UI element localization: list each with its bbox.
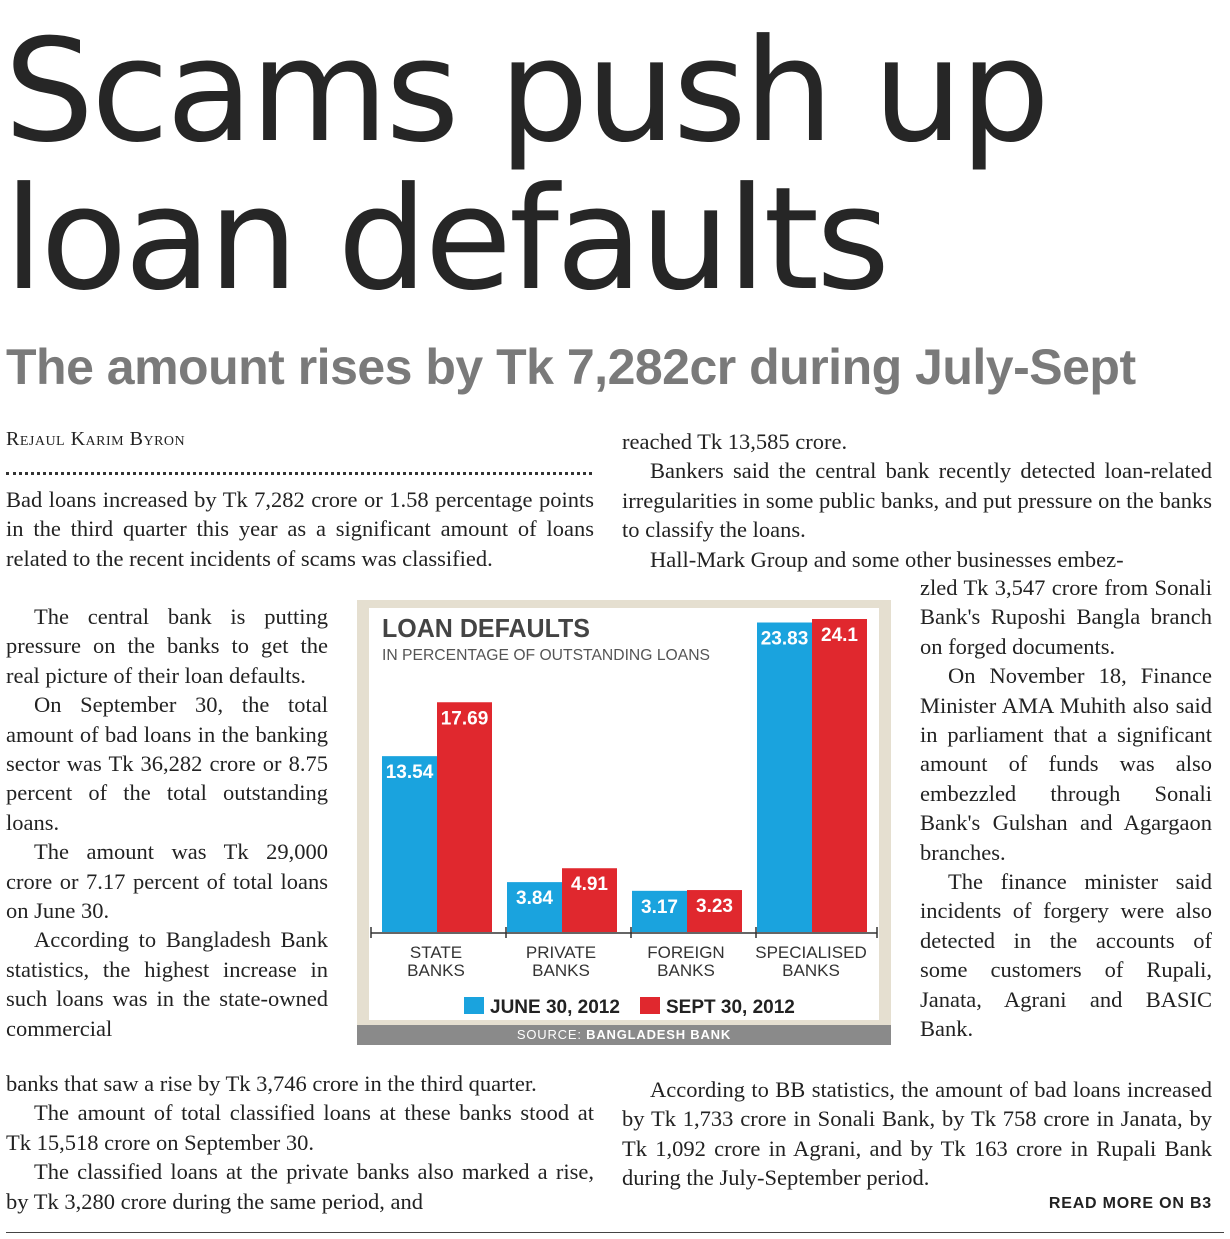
data-label: 3.17 <box>641 896 678 918</box>
paragraph: On November 18, Finance Minister AMA Muhith also said in parliament that a significant amount of funds was also embezzled through Sonali Bank's Gulshan and Agargaon branches. <box>920 663 1212 865</box>
bar-sept-3 <box>812 619 867 932</box>
legend-swatch <box>464 997 484 1014</box>
paragraph: On September 30, the total amount of bad loans in the banking sector was Tk 36,282 crore or 8.75 percent of the total outstanding loans. <box>6 692 328 835</box>
chart-source <box>357 1025 891 1045</box>
paragraph: banks that saw a rise by Tk 3,746 crore in the third quarter. <box>6 1071 537 1096</box>
dotted-divider <box>6 472 592 475</box>
legend-label: SEPT 30, 2012 <box>666 997 795 1018</box>
paragraph: Bad loans increased by Tk 7,282 crore or 1.58 percentage points in the third quarter this year as a significant amount of loans related to the recent incidents of scams was classified. <box>6 487 594 571</box>
tick-label: BANKS <box>407 961 465 980</box>
bar-sept-0 <box>437 702 492 932</box>
chart-svg <box>369 608 879 1020</box>
tick-label: BANKS <box>782 961 840 980</box>
paragraph: zled Tk 3,547 crore from Sonali Bank's Ruposhi Bangla branch on forged documents. <box>920 575 1212 659</box>
column-2-bottom <box>622 1075 1212 1193</box>
data-label: 24.1 <box>821 625 858 646</box>
read-more-link[interactable]: READ MORE ON B3 <box>1048 1195 1212 1212</box>
chart-subtitle: IN PERCENTAGE OF OUTSTANDING LOANS <box>382 647 710 664</box>
tick-label: SPECIALISED <box>755 943 867 962</box>
paragraph: reached Tk 13,585 crore. <box>622 429 848 454</box>
bottom-divider <box>6 1232 1224 1233</box>
data-label: 17.69 <box>440 708 489 730</box>
paragraph: According to Bangladesh Bank statistics, the highest increase in such loans was in the state-owned commercial <box>6 927 328 1041</box>
paragraph: According to BB statistics, the amount of bad loans increased by Tk 1,733 crore in Sonali Bank, by Tk 758 crore in Janata, by Tk 1,092 crore in Agrani, and by Tk 163 crore in Rupali Bank during the July-September period. <box>622 1077 1212 1191</box>
column-2-side <box>920 573 1212 1044</box>
legend-swatch <box>640 997 660 1014</box>
paragraph: The central bank is putting pressure on the banks to get the real picture of their loan defaults. <box>6 604 328 688</box>
bar-june-3 <box>757 623 812 932</box>
tick-label: PRIVATE <box>525 943 597 962</box>
paragraph: The amount was Tk 29,000 crore or 7.17 percent of total loans on June 30. <box>6 839 328 924</box>
paragraph: Bankers said the central bank recently detected loan-related irregularities in some public banks, and put pressure on the banks to classify the loans. <box>622 458 1212 543</box>
column-1-side <box>6 602 328 1043</box>
legend-label: JUNE 30, 2012 <box>490 997 620 1018</box>
source-prefix: SOURCE: <box>516 1027 587 1042</box>
tick-label: BANKS <box>657 961 715 980</box>
chart-panel <box>369 608 879 1020</box>
subheadline: The amount rises by Tk 7,282cr during July-Sept <box>6 339 1136 395</box>
data-label: 3.23 <box>696 896 733 918</box>
data-label: 23.83 <box>760 628 809 650</box>
data-label: 3.84 <box>516 888 553 910</box>
chart-title: LOAN DEFAULTS <box>382 613 590 643</box>
data-label: 13.54 <box>385 762 434 784</box>
source-name: BANGLADESH BANK <box>586 1027 732 1042</box>
paragraph: The finance minister said incidents of forgery were also detected in the accounts of some customers of Rupali, Janata, Agrani and BASIC Bank. <box>920 869 1212 1042</box>
column-2-top <box>622 427 1212 574</box>
headline: Scams push up loan defaults <box>4 9 1048 322</box>
tick-label: BANKS <box>532 961 590 980</box>
byline: Rejaul Karim Byron <box>6 428 186 450</box>
column-1-bottom <box>6 1069 594 1216</box>
paragraph: The amount of total classified loans at these banks stood at Tk 15,518 crore on September 30. <box>6 1100 594 1155</box>
column-1-top <box>6 485 594 573</box>
data-label: 4.91 <box>571 874 608 896</box>
tick-label: STATE <box>409 943 463 962</box>
paragraph: The classified loans at the private banks also marked a rise, by Tk 3,280 crore during the same period, and <box>6 1159 594 1214</box>
loan-defaults-chart <box>357 600 891 1045</box>
paragraph: Hall-Mark Group and some other businesses embez- <box>650 546 1124 572</box>
tick-label: FOREIGN <box>647 943 725 962</box>
